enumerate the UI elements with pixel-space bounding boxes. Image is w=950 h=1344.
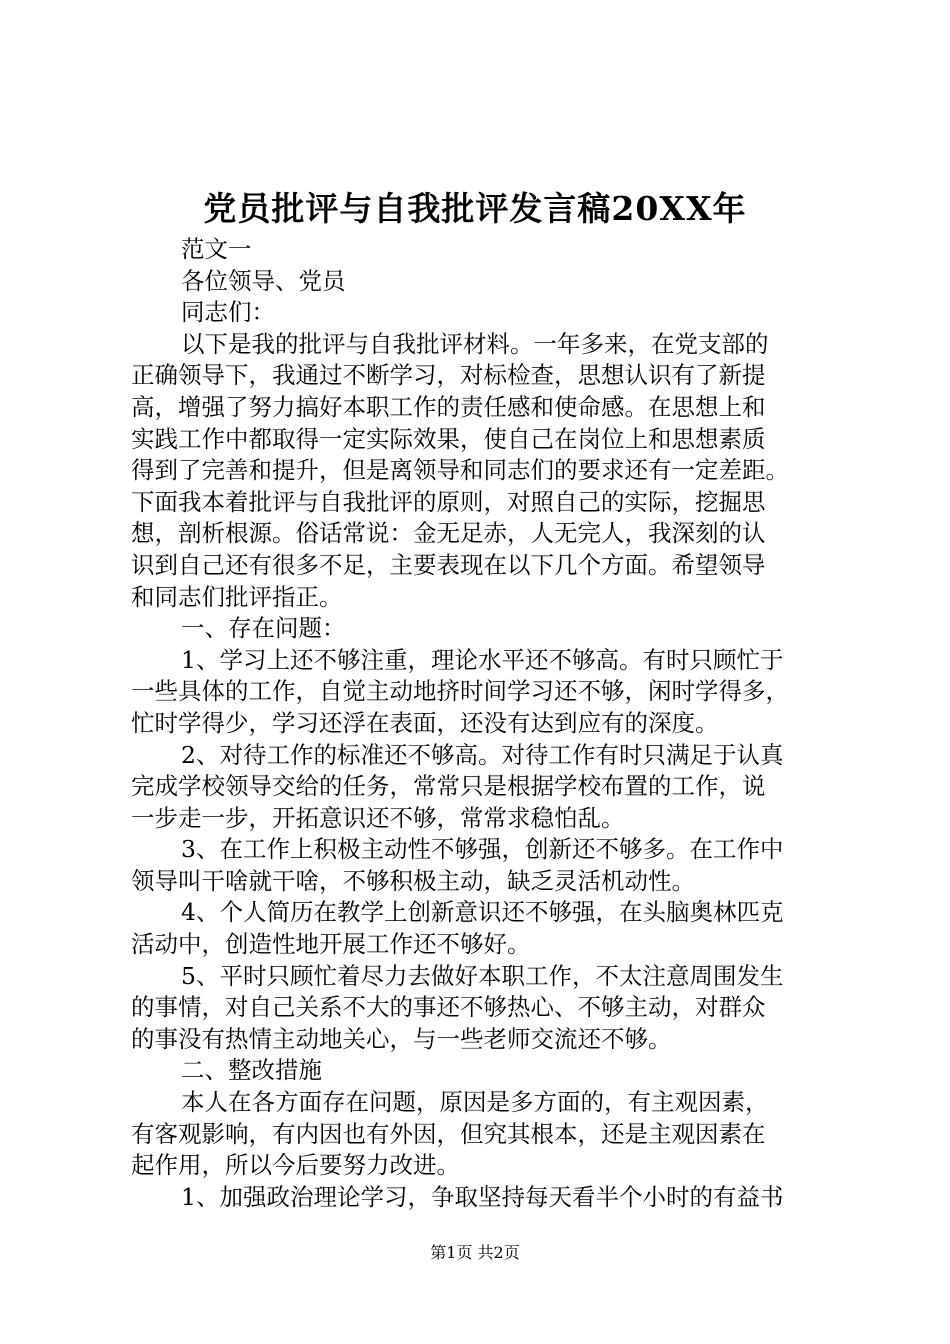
text-line: 范文一: [181, 235, 252, 263]
text-line: 的事没有热情主动地关心，与一些老师交流还不够。: [131, 1024, 672, 1053]
text-line: 本人在各方面存在问题，原因是多方面的，有主观因素，: [181, 1088, 769, 1117]
text-line: 1、学习上还不够注重，理论水平还不够高。有时只顾忙于: [181, 645, 784, 674]
text-line: 正确领导下，我通过不断学习，对标检查，思想认识有了新提: [131, 361, 766, 390]
text-line: 得到了完善和提升，但是离领导和同志们的要求还有一定差距。: [131, 456, 789, 485]
text-line: 忙时学得少，学习还浮在表面，还没有达到应有的深度。: [131, 708, 719, 737]
text-line: 的事情，对自己关系不大的事还不够热心、不够主动，对群众: [131, 993, 766, 1022]
text-line: 下面我本着批评与自我批评的原则，对照自己的实际，挖掘思: [131, 487, 766, 516]
text-line: 一、存在问题：: [181, 614, 346, 643]
text-line: 起作用，所以今后要努力改进。: [131, 1151, 460, 1180]
text-line: 有客观影响，有内因也有外因，但究其根本，还是主观因素在: [131, 1119, 766, 1148]
text-line: 实践工作中都取得一定实际效果，使自己在岗位上和思想素质: [131, 424, 766, 453]
text-line: 以下是我的批评与自我批评材料。一年多来，在党支部的: [181, 329, 769, 358]
text-line: 1、加强政治理论学习，争取坚持每天看半个小时的有益书: [181, 1182, 784, 1211]
text-line: 同志们：: [181, 298, 275, 327]
text-line: 识到自己还有很多不足，主要表现在以下几个方面。希望领导: [131, 550, 766, 579]
text-line: 想，剖析根源。俗话常说：金无足赤，人无完人，我深刻的认: [131, 519, 766, 548]
text-line: 各位领导、党员: [181, 266, 346, 295]
text-line: 5、平时只顾忙着尽力去做好本职工作，不太注意周围发生: [181, 961, 784, 990]
text-line: 一些具体的工作，自觉主动地挤时间学习还不够，闲时学得多，: [131, 677, 789, 706]
text-line: 3、在工作上积极主动性不够强，创新还不够多。在工作中: [181, 835, 784, 864]
text-line: 二、整改措施: [181, 1056, 322, 1085]
text-line: 完成学校领导交给的任务，常常只是根据学校布置的工作，说: [131, 772, 766, 801]
page-footer: 第1页 共2页: [430, 1243, 520, 1262]
text-line: 领导叫干啥就干啥，不够积极主动，缺乏灵活机动性。: [131, 866, 695, 895]
text-line: 4、个人简历在教学上创新意识还不够强，在头脑奥林匹克: [181, 898, 784, 927]
text-line: 和同志们批评指正。: [131, 582, 343, 611]
text-line: 高，增强了努力搞好本职工作的责任感和使命感。在思想上和: [131, 392, 766, 421]
text-line: 一步走一步，开拓意识还不够，常常求稳怕乱。: [131, 803, 625, 832]
document-title: 党员批评与自我批评发言稿20XX年: [203, 189, 747, 228]
text-line: 活动中，创造性地开展工作还不够好。: [131, 930, 531, 959]
document-body: [131, 234, 831, 1213]
text-line: 2、对待工作的标准还不够高。对待工作有时只满足于认真: [181, 740, 784, 769]
